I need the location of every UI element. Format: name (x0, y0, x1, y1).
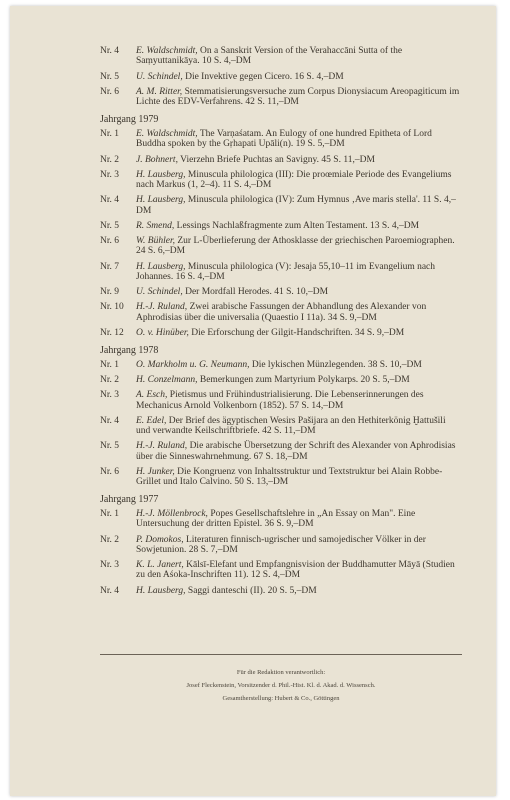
entry-author: E. Waldschmidt, (136, 129, 198, 140)
entry-author: U. Schindel, (136, 287, 183, 298)
entry-text (136, 87, 462, 108)
entry-text (136, 221, 462, 231)
list-item (100, 221, 462, 231)
entry-title: Die arabische Übersetzung der Schrift des Alexander von Aphrodisias über die Sinneswahrnehmung. 67 S. 18,–DM (136, 441, 456, 462)
list-item (100, 87, 462, 108)
entry-text (136, 236, 462, 257)
entry-author: H.-J. Ruland, (136, 302, 188, 313)
entry-number: Nr. 1 (100, 359, 119, 370)
entry-text (136, 262, 462, 283)
document-page (10, 6, 496, 796)
entry-author: R. Smend, (136, 220, 175, 231)
entry-author: E. Edel, (136, 415, 167, 426)
list-item (100, 262, 462, 283)
entry-text (136, 302, 462, 323)
entry-author: H. Conzelmann, (136, 375, 198, 386)
list-item (100, 509, 462, 530)
entry-author: H. Lausberg, (136, 195, 186, 206)
entry-number: Nr. 9 (100, 287, 119, 298)
entry-text (136, 441, 462, 462)
entry-author: O. Markholm u. G. Neumann, (136, 359, 250, 370)
entry-text (136, 416, 462, 437)
list-item (100, 467, 462, 488)
entry-number: Nr. 4 (100, 415, 119, 426)
entry-author: J. Bohnert, (136, 154, 178, 165)
entry-title: Bemerkungen zum Martyrium Polykarps. 20 S. 5,–DM (197, 375, 410, 386)
entry-author: H. Junker, (136, 466, 175, 477)
list-item (100, 72, 462, 82)
entry-title: Kālsī-Elefant und Empfangnisvision der Buddhamutter Māyā (Studien zu den Aśoka-Inschriften 11). 12 S. 4,–DM (136, 560, 455, 581)
entry-title: The Varṇaśatam. An Eulogy of one hundred Epitheta of Lord Buddha spoken by the Gṛhapati Upāli(n). 19 S. 5,–DM (136, 129, 432, 150)
entry-title: Die Kongruenz von Inhaltsstruktur und Textstruktur bei Alain Robbe-Grillet und Italo Calvino. 50 S. 13,–DM (136, 466, 443, 488)
list-item (100, 236, 462, 257)
entry-number: Nr. 1 (100, 509, 119, 520)
entry-number: Nr. 7 (100, 261, 119, 272)
entry-text (136, 390, 462, 411)
entry-number: Nr. 2 (100, 154, 119, 165)
entry-text (136, 195, 462, 216)
entry-number: Nr. 5 (100, 441, 119, 452)
entry-number: Nr. 4 (100, 46, 119, 56)
entry-author: H. Lausberg, (136, 261, 186, 272)
entry-text (136, 72, 462, 82)
entry-title: Die Erforschung der Gilgit-Handschriften. 34 S. 9,–DM (188, 327, 405, 338)
entry-author: A. Esch, (136, 390, 168, 401)
entry-number: Nr. 6 (100, 466, 119, 477)
entry-number: Nr. 5 (100, 71, 119, 82)
entry-text (136, 360, 462, 370)
entry-number: Nr. 1 (100, 129, 119, 140)
entry-number: Nr. 4 (100, 585, 119, 596)
entry-text (136, 375, 462, 385)
list-item (100, 416, 462, 437)
entry-title: Saggi danteschi (II). 20 S. 5,–DM (185, 585, 317, 596)
entry-number: Nr. 3 (100, 390, 119, 401)
entry-title: Der Brief des ägyptischen Wesirs Pašijara an den Hethiterkönig Ḫattušili und verwandte Keilschriftbriefe. 42 S. 11,–DM (136, 415, 446, 437)
entry-title: Literaturen finnisch-ugrischer und samojedischer Völker in der Sowjetunion. 28 S. 7,–DM (136, 534, 426, 555)
entry-title: Lessings Nachlaßfragmente zum Alten Testament. 13 S. 4,–DM (174, 220, 420, 231)
entry-title: Der Mordfall Herodes. 41 S. 10,–DM (182, 287, 329, 298)
entry-title: Stemmatisierungsversuche zum Corpus Dionysiacum Areopagiticum im Lichte des EDV-Verfahrens. 42 S. 11,–DM (136, 86, 460, 107)
entry-number: Nr. 2 (100, 375, 119, 386)
imprint-footer (100, 666, 462, 705)
entry-author: H.-J. Ruland, (136, 441, 188, 452)
entry-author: K. L. Janert, (136, 560, 184, 571)
entry-title: Vierzehn Briefe Puchtas an Savigny. 45 S. 11,–DM (177, 154, 375, 165)
entry-number: Nr. 3 (100, 169, 119, 180)
entry-number: Nr. 3 (100, 560, 119, 571)
entry-title: Zur L-Überlieferung der Athosklasse der griechischen Paroemiographen. 24 S. 6,–DM (136, 236, 455, 257)
entry-title: Minuscula philologica (V): Jesaja 55,10–11 im Evangelium nach Johannes. 16 S. 4,–DM (136, 261, 436, 282)
list-item (100, 287, 462, 297)
entry-text (136, 155, 462, 165)
entry-number: Nr. 4 (100, 195, 119, 206)
list-item (100, 302, 462, 323)
entry-number: Nr. 5 (100, 220, 119, 231)
entry-text (136, 46, 462, 67)
entry-title: Minuscula philologica (IV): Zum Hymnus ‚Ave maris stella'. 11 S. 4,–DM (136, 195, 456, 216)
list-item (100, 170, 462, 191)
entry-text (136, 535, 462, 556)
list-item (100, 328, 462, 338)
entry-text (136, 560, 462, 581)
imprint-line-editor: Josef Fleckenstein, Vorsitzender d. Phil.-Hist. Kl. d. Akad. d. Wissensch. (186, 682, 376, 689)
list-item (100, 46, 462, 67)
entry-text (136, 509, 462, 530)
imprint-line-editor-label: Für die Redaktion verantwortlich: (236, 669, 326, 676)
section-heading-1978: Jahrgang 1978 (100, 345, 159, 357)
imprint-line-printer: Gesamtherstellung: Hubert & Co., Göttingen (222, 695, 340, 702)
entry-number: Nr. 12 (100, 327, 124, 338)
entry-title: Die lykischen Münzlegenden. 38 S. 10,–DM (249, 359, 422, 370)
list-item (100, 195, 462, 216)
list-item (100, 586, 462, 596)
entry-author: O. v. Hinüber, (136, 327, 189, 338)
list-item (100, 390, 462, 411)
entry-author: U. Schindel, (136, 71, 183, 82)
entry-text (136, 467, 462, 488)
entry-text (136, 287, 462, 297)
entry-number: Nr. 6 (100, 236, 119, 247)
entry-number: Nr. 10 (100, 302, 124, 313)
entry-author: W. Bühler, (136, 236, 175, 247)
list-item (100, 155, 462, 165)
entry-title: On a Sanskrit Version of the Verahaccāni Sutta of the Saṃyuttanikāya. 10 S. 4,–DM (136, 46, 403, 67)
entry-title: Die Invektive gegen Cicero. 16 S. 4,–DM (182, 71, 344, 82)
entry-author: A. M. Ritter, (136, 86, 183, 97)
entry-text (136, 328, 462, 338)
entry-text (136, 586, 462, 596)
entry-number: Nr. 6 (100, 86, 119, 97)
section-heading-1977: Jahrgang 1977 (100, 494, 159, 506)
entry-title: Popes Gesellschaftslehre in „An Essay on Man". Eine Untersuchung der dritten Epistel. 36 S. 9,–DM (136, 509, 416, 530)
section-heading-1979: Jahrgang 1979 (100, 114, 159, 126)
entry-number: Nr. 2 (100, 534, 119, 545)
entry-text (136, 170, 462, 191)
footer-divider (100, 654, 462, 655)
publication-list (100, 46, 462, 601)
entry-author: P. Domokos, (136, 534, 184, 545)
list-item (100, 441, 462, 462)
entry-title: Minuscula philologica (III): Die proœmiale Periode des Evangeliums nach Markus (1, 2–4). 11 S. 4,–DM (136, 169, 452, 191)
list-item (100, 560, 462, 581)
list-item (100, 360, 462, 370)
list-item (100, 535, 462, 556)
entry-author: H. Lausberg, (136, 585, 186, 596)
entry-author: H.-J. Möllenbrock, (136, 509, 208, 520)
list-item (100, 129, 462, 150)
entry-title: Pietismus und Frühindustrialisierung. Die Lebenserinnerungen des Mechanicus Arnold Volkenborn (1852). 57 S. 14,–DM (136, 390, 424, 411)
entry-text (136, 129, 462, 150)
list-item (100, 375, 462, 385)
entry-author: E. Waldschmidt, (136, 46, 198, 56)
entry-author: H. Lausberg, (136, 169, 186, 180)
entry-title: Zwei arabische Fassungen der Abhandlung des Alexander von Aphrodisias über die universalia (Quaestio I 11a). 34 S. 9,–DM (136, 302, 427, 323)
